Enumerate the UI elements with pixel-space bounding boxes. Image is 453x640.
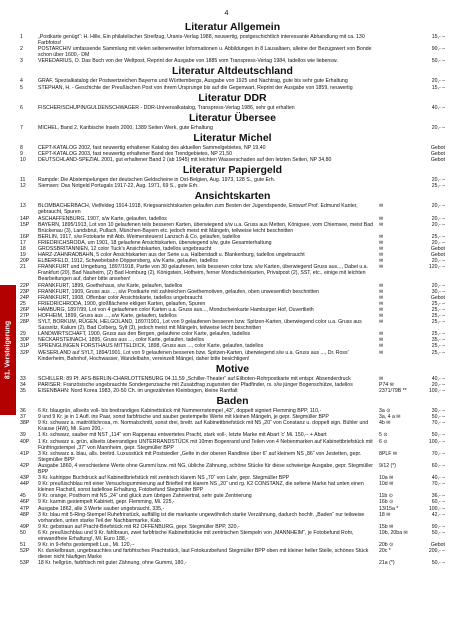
lot-price: Gebot bbox=[430, 245, 445, 252]
lot-catalogue-mark: 21a (*) bbox=[379, 560, 395, 567]
lot-price: 120,- – bbox=[428, 264, 445, 271]
lot-row bbox=[20, 451, 445, 463]
section-title: Baden bbox=[216, 395, 249, 408]
lot-price: 50,- – bbox=[431, 58, 445, 65]
lot-number: 18 bbox=[20, 245, 26, 252]
lot-row bbox=[20, 463, 445, 475]
catalogue-section bbox=[20, 91, 445, 111]
lot-price: 25,- – bbox=[431, 331, 445, 338]
lot-price: 25,- – bbox=[431, 300, 445, 307]
lot-catalogue-mark: 18 ✉ bbox=[379, 511, 391, 518]
lot-description: FRANKFURT, 1908, Offenbar color Ansichtskarte, tadellos ungebraucht bbox=[38, 294, 203, 301]
lot-row bbox=[20, 222, 445, 234]
lot-number: 22P bbox=[20, 282, 30, 289]
lot-catalogue-mark: ✉ bbox=[379, 282, 384, 289]
lot-price: Gebot bbox=[430, 157, 445, 164]
lot-number: 53P bbox=[20, 560, 30, 567]
lot-price: 15,- – bbox=[431, 34, 445, 40]
lot-description: 6 Kr. preußischblau und 9 Kr. fahlbraun, zwei farbfrische Kabinettstücke mit zentrischen Stempeln von „MANNHEIM“, je Fotobefund Rohr, einwandfreie Erhaltung!, Mi. Euro 188,- bbox=[38, 529, 354, 542]
lot-number: 35 bbox=[20, 387, 26, 394]
lot-catalogue-mark: 3a ⊙ bbox=[379, 408, 391, 415]
lot-catalogue-mark: ✉ bbox=[379, 300, 384, 307]
section-title: Literatur Michel bbox=[193, 131, 272, 144]
section-title: Literatur Altdeutschland bbox=[172, 65, 293, 78]
lot-description: Siemsen: Das Notgeld Portugals 1917-22, Aug. 1971, 69 S., gute Erh. bbox=[38, 183, 199, 190]
lot-catalogue-mark: 10a ✉ bbox=[379, 475, 394, 482]
lot-price: Gebot bbox=[430, 150, 445, 157]
lot-number: 41P bbox=[20, 450, 30, 457]
lot-price: 70,- – bbox=[431, 481, 445, 488]
lot-number: 44P bbox=[20, 481, 30, 488]
lot-number: 46P bbox=[20, 499, 30, 506]
lot-number: 24P bbox=[20, 294, 30, 301]
lot-number: 5 bbox=[20, 84, 23, 91]
lot-number: 7 bbox=[20, 124, 23, 131]
lot-catalogue-mark: ✉ bbox=[379, 288, 384, 295]
lot-price: 25,- – bbox=[431, 306, 445, 313]
lot-description: 9 und 9 Kr. je in 1 Aufl. ins Paar, sonst farbfrische und sauber gestempelte Werte mit kleinen Mängeln, je gepr. Stegmüller BPP bbox=[38, 414, 329, 421]
lot-number: 16P bbox=[20, 233, 30, 240]
lot-catalogue-mark: ✉ bbox=[379, 252, 384, 259]
lot-description: FRANKFURT, 1899, Goethehaus, s/w Karte, gelaufen, tadellos bbox=[38, 282, 183, 289]
lot-description: WESERLAND auf SYLT, 1894/1901, Lot von 9 gelaufenen besseren bzw. Spitzen-Karten, überwiegend s/w u.a. Gruss aus ..., Dr. Ross' Kinderheim, Bahnhof, Hochwasser, Wandelbahn, vereinzelt Mängel, daher bitte besichtigen! bbox=[38, 349, 349, 362]
lot-number: 26P bbox=[20, 306, 30, 313]
lot-description: FRANKFURT, 1909, Gruss aus ..., s/w Postkarte mit zahlreichen Goethemotiven, gelaufen, oben unwesentlich beschnitten bbox=[38, 288, 320, 295]
section-title: Motive bbox=[215, 362, 250, 375]
lot-price: 40,- – bbox=[431, 475, 445, 482]
lot-number: 47P bbox=[20, 505, 30, 512]
lot-price: 25,- – bbox=[431, 319, 445, 326]
lot-description: ASCHAFFENBURG, 1907, s/w Karte, gelaufen, tadellos bbox=[38, 215, 167, 222]
section-title: Literatur Papiergeld bbox=[182, 164, 283, 177]
lot-number: 32P bbox=[20, 349, 30, 356]
lot-price: 50,- – bbox=[431, 560, 445, 567]
lot-description: 1 Kr. schwarz, sauber mit NST „114“ von Rappenau entwertetes Pracht, stark voll-, letzte Marke mit Abart 'c' Mi. 150,-- + Abart bbox=[38, 432, 327, 439]
lot-price: 30,- – bbox=[431, 408, 445, 415]
lot-price: 25,- – bbox=[431, 183, 445, 190]
lot-description: 9 Kr. orange, Posthorn mit NS „24“ und glück zum übrigen Zahnvertrat, sehr gute Zentrierung bbox=[38, 493, 252, 500]
lot-number: 20P bbox=[20, 258, 30, 265]
lot-description: EISENBAHN: Nord Korea 1983, 20-50 Ch. im ungezähnten Kleinbogen, kleine Rantfalt bbox=[38, 387, 238, 394]
lot-row bbox=[20, 530, 445, 542]
lot-description: LANDWIRTSCHAFT, 1900, Gruss aus den Bergen, gelaufene color Karte, gelaufen, tadellos bbox=[38, 331, 251, 338]
lot-number: 19 bbox=[20, 252, 26, 259]
lot-catalogue-mark: 10d ✉ bbox=[379, 481, 394, 488]
lot-row bbox=[20, 481, 445, 493]
lot-catalogue-mark: ✉ bbox=[379, 337, 384, 344]
lot-catalogue-mark: ✉ bbox=[379, 203, 384, 210]
lot-description: SPRENGLINGEN FORSTHAUS MITTELDICK, 1898, Gruss aus ..., color Karte, gelaufen, tadellos bbox=[38, 343, 264, 350]
lot-description: 9 Kr. in 9-rfehs gestempelt Lux., Mi. 120,-- bbox=[38, 542, 135, 549]
lot-number: 49P bbox=[20, 523, 30, 530]
catalogue-section bbox=[20, 394, 445, 566]
lot-description: ELBERFELD, 1912, Schwebebahn Döppersberg, s/w Karte, gelaufen, tadellos bbox=[38, 258, 218, 265]
catalogue-content bbox=[20, 20, 445, 566]
lot-row bbox=[20, 34, 445, 46]
lot-number: 25 bbox=[20, 300, 26, 307]
lot-description: STEPHAN, H. - Geschichte der Preußischen Post von ihrem Ursprunge bis auf die Gegenwart, Reprint der Ausgabe von 1859, neuwertig bbox=[38, 84, 353, 91]
lot-description: CEPT-KATALOG 2002, fast neuwertig erhaltener Katalog des aktuellen Sammelgebietes, NP 19,40 bbox=[38, 144, 266, 151]
lot-catalogue-mark: ✉ bbox=[379, 294, 384, 301]
lot-catalogue-mark: 8PLF ✉ bbox=[379, 450, 398, 457]
lot-number: 13 bbox=[20, 203, 26, 210]
page-number: 4 bbox=[224, 10, 229, 17]
lot-number: 28P bbox=[20, 319, 30, 326]
lot-description: CEPT-KATALOG 2003, fast neuwertig erhaltener Band des Trendgebietes, NP 21,50 bbox=[38, 150, 233, 157]
lot-catalogue-mark: ✉ bbox=[379, 349, 384, 356]
lot-description: Rampde: Die Abstempelungen der deutschen Geldscheine in Ost-Belgien, Aug. 1973, 128 S., gute Erh. bbox=[38, 177, 276, 184]
lot-catalogue-mark: ✉ bbox=[379, 258, 384, 265]
lot-description: GRAF, Spezialkatalog der Postwertzeichen Bayerns und Württembergs, Ausgabe von 1925 und Nachtrag, gute bis sehr gute Erhaltung bbox=[38, 78, 348, 85]
lot-number: 14P bbox=[20, 215, 30, 222]
lot-catalogue-mark: ✉ bbox=[379, 215, 384, 222]
lot-price: 20,- – bbox=[431, 258, 445, 265]
lot-price: 20,- – bbox=[431, 282, 445, 289]
lot-catalogue-mark: 13/15a * bbox=[379, 505, 399, 512]
lot-number: 51 bbox=[20, 542, 26, 549]
lot-price: 60,- – bbox=[431, 462, 445, 469]
lot-catalogue-mark: 19b, 20ba ✉ bbox=[379, 529, 408, 536]
catalogue-section bbox=[20, 189, 445, 361]
lot-price: Gebot bbox=[430, 252, 445, 259]
lot-price: 90,- – bbox=[431, 523, 445, 530]
lot-catalogue-mark: ✉ bbox=[379, 233, 384, 240]
lot-catalogue-mark: 4b ✉ bbox=[379, 420, 391, 427]
catalogue-section bbox=[20, 64, 445, 90]
section-title: Literatur Übersee bbox=[189, 111, 276, 124]
lot-catalogue-mark: 5 ⊙ bbox=[379, 432, 388, 439]
lot-price: 50,- – bbox=[431, 529, 445, 536]
lot-description: POSTARCHIV umfassende Sammlung mit vielen seltenerweiter Informationen u. Abbildungen in 8 Lausaltaen, alleine der Bezugswert von Bonde schon über 1600,- DM bbox=[38, 46, 372, 59]
lot-catalogue-mark: 20c * bbox=[379, 548, 391, 555]
lot-description: SYLT, BORKUM, RÜGEN, HELGOLAND, 1897/1901, Lot von 9 gelaufenen besseren bzw. Spitzen-Karten, überwiegend color u.a. Gruss aus Sassnitz, Kalium (2), Bad Colberg, Sylt (3), jedoch meist mit Mängeln, teilweise leicht beschnitten bbox=[38, 319, 362, 332]
lot-number: 40P bbox=[20, 438, 30, 445]
lot-price: 90,- – bbox=[431, 46, 445, 53]
lot-description: 9 Kr. schwarz a. mattrötlichrosa, m. Normalschnitt, sonst drei, breitr. auf Kabinettbriefstück mit N5 „20“ von Constanz u. doppelt sign. Bühler und Krause (HW), Mi. Euro 200,- bbox=[38, 420, 369, 433]
lot-price: 100,- – bbox=[428, 387, 445, 394]
lot-number: 23P bbox=[20, 288, 30, 295]
lot-description: HOFHEIM, 1899, Gruss aus ..., s/w Karte, gelaufen, tadellos bbox=[38, 313, 177, 319]
lot-catalogue-mark: 16b ⊙ bbox=[379, 499, 394, 506]
lot-description: 1 Kr. schwarz a. grün, allseits überrandiges UNTERRANDSTÜCK mit 10mm Bogenrand und Teilen von 4 Nebenmarken auf Kabinettbriefstück mit Fünfringstempel „37“ von Mannheim, gepr. Stegmüller BPP bbox=[38, 438, 373, 451]
lot-catalogue-mark: 11b ⊙ bbox=[379, 493, 394, 500]
lot-description: VEREDARIUS, O. Das Buch von der Weltpost, Reprint der Ausgabe von 1885 vom Transpress-Verlag 1984, tadellos wie liebensw. bbox=[38, 58, 338, 65]
lot-number: 31P bbox=[20, 343, 30, 350]
side-tab-label: 81. Versteigerung bbox=[4, 320, 12, 380]
lot-catalogue-mark: ✉ bbox=[379, 245, 384, 252]
lot-description: SCHILLER: 89 Pf. AFS-BERLIN-CHARLOTTENBURG 04.11.59 „Schiller-Theater“ auf Eilboten-Rohrpostkarte mit entspr. Absenderdruck bbox=[38, 375, 351, 382]
lot-description: 3 Kr. kahlrippe Buchdruck auf Kabinettbriefstück mit zentrisch klarem NS „70“ von Lahr, gepr. Stegmüller BPP bbox=[38, 475, 290, 482]
lot-price: 200,- – bbox=[428, 548, 445, 555]
catalogue-section bbox=[20, 20, 445, 64]
lot-number: 36 bbox=[20, 408, 26, 415]
lot-price: 25,- – bbox=[431, 349, 445, 356]
lot-number: 8 bbox=[20, 144, 23, 151]
lot-catalogue-mark: P74 ✉ bbox=[379, 381, 395, 388]
lot-catalogue-mark: ✉ bbox=[379, 319, 384, 326]
lot-number: 6 bbox=[20, 104, 23, 111]
lot-catalogue-mark: ✉ bbox=[379, 239, 384, 246]
lot-row bbox=[20, 548, 445, 560]
lot-number: 45 bbox=[20, 493, 26, 500]
lot-price: 20,- – bbox=[431, 381, 445, 388]
lot-description: FRIEDRICHRODA, 1900, gloßflächene ekligen Karten, gelaufen, Spuren bbox=[38, 300, 206, 307]
lot-description: NECKARSTEINACH, 1895, Gruss aus ..., color Karte, gelaufen, tadellos bbox=[38, 337, 205, 344]
lot-number: 15P bbox=[20, 221, 30, 228]
lot-catalogue-mark: 2371/79B ** bbox=[379, 387, 407, 394]
catalogue-section bbox=[20, 111, 445, 131]
lot-row bbox=[20, 512, 445, 524]
lot-price: 20,- – bbox=[431, 124, 445, 131]
lot-number: 4 bbox=[20, 78, 23, 85]
lot-description: BAYERN, 1895/1913, Lot von 10 gelaufenen teils besseren Karten, überwiegend s/w u.a. Gruss aus Metten, Königsee, vom Chiemsee, meist Bad Brückenau (3), Landsbrut, Pullach, München-Bayern etc. jedoch meist mit Mängeln, teilweise leicht beschnitten bbox=[38, 221, 373, 234]
lot-catalogue-mark: 6 ⊙ bbox=[379, 438, 388, 445]
lot-description: 6 Kr. blaugrün, allseits voll- bis breitrandiges Kabinettstück mit Nummernstempel „43“, doppelt signiert Flemming BPP, 110,- bbox=[38, 408, 322, 415]
lot-catalogue-mark: ✉ bbox=[379, 375, 384, 382]
section-title: Literatur Allgemein bbox=[184, 21, 281, 33]
lot-description: MICHEL, Band 2, Karibische Inseln 2000, 1389 Seiten Werk, gute Erhaltung bbox=[38, 124, 213, 131]
lot-description: 18 Kr. hellgrün, farbfrisch mit guter Zähnung, ohne Gummi, 180,- bbox=[38, 560, 187, 567]
lot-price: 30,- – bbox=[431, 288, 445, 295]
lot-catalogue-mark: ✉ bbox=[379, 264, 384, 271]
lot-price: 15,- – bbox=[431, 84, 445, 91]
side-tab bbox=[0, 285, 16, 415]
lot-price: Gebot bbox=[430, 542, 445, 549]
lot-description: 3 Kr. schwarz a. blau, alls. breitrd. Luxusstück mit Postsiedler „Gelte in der oberen Randlinie über 6“ auf kleinem NS „86“ von Jestetten, gepr. Stegmüller BPP bbox=[38, 450, 362, 463]
lot-price: 40,- – bbox=[431, 375, 445, 382]
lot-row bbox=[20, 264, 445, 282]
lot-catalogue-mark: ✉ bbox=[379, 331, 384, 338]
lot-price: 100,- – bbox=[428, 505, 445, 512]
lot-description: BERLIN, 1917, s/w Fotokarte mit Abb. Weimersteuerst Lanzsch & Co, gelaufen, tadellos bbox=[38, 233, 241, 240]
lot-price: 100,- – bbox=[428, 438, 445, 445]
lot-number: 43P bbox=[20, 475, 30, 482]
lot-description: 9 Kr. karmin gestempelt Kabinett, gepr. Flemming, Mi. 225,- bbox=[38, 499, 175, 506]
lot-description: BLOMBACHERBACH, Vielfeldeg 1914-1918, Kriegsansichtskarten gelaufen zum Besten der Jugendspende, Entwurf Prof. Edmund Kanter, gebraucht, Spuren bbox=[38, 203, 358, 216]
lot-description: FRANKFURT und Umgebung, 1897/1918, Partie von 30 gelaufenen, teils besseren color bzw. s/w Karten, überwiegend Gruss aus..., Dabei u.a. Frankfurt (20), Bad Nauheim, (2) Bad Homburg (2), Königstein, Hofheim, ferner Mondscheinkarten, Privatpost (2), SST, etc., einige mit leichten Bearbeitungen auf, daher bitte ansehen! bbox=[38, 264, 368, 283]
lot-row bbox=[20, 203, 445, 215]
lot-description: HAMBURG, 1897/99, Lot von 4 gelaufenen color Karten u.a. Gruss aus..., Mondscheinkarte Hamburger Hof, Ouvertlieth bbox=[38, 306, 314, 313]
lot-row bbox=[20, 560, 445, 566]
lot-description: HARZ-ZAHNRADBAHN, 5 color Ansichtskarten aus der Serie u.a. Halberstadt u. Blankenburg, tadellos ungebraucht bbox=[38, 252, 305, 259]
lot-number: 17 bbox=[20, 239, 26, 246]
lot-row bbox=[20, 350, 445, 362]
lot-number: 38P bbox=[20, 420, 30, 427]
lot-number: 27P bbox=[20, 313, 30, 319]
lot-catalogue-mark: 20b ⊙ bbox=[379, 542, 394, 549]
lot-price: 25,- – bbox=[431, 313, 445, 319]
lot-catalogue-mark: 9/12 (*) bbox=[379, 462, 397, 469]
lot-price: 50,- – bbox=[431, 414, 445, 421]
lot-description: Kr. dunkelbraun, ungebrauchtes und farbfrisches Prachtstück, laut Fotokurzbefund Stegmüller BPP oben mit kleiner heller Stelle, schönes Stück dieser nicht häufigen Marke bbox=[38, 548, 369, 561]
lot-number: 42P bbox=[20, 462, 30, 469]
lot-price: 35,- – bbox=[431, 337, 445, 344]
lot-number: 2 bbox=[20, 46, 23, 53]
lot-number: 50 bbox=[20, 529, 26, 536]
catalogue-section bbox=[20, 362, 445, 394]
lot-price: 42,- – bbox=[431, 511, 445, 518]
lot-catalogue-mark: ✉ bbox=[379, 306, 384, 313]
lot-row bbox=[20, 439, 445, 451]
lot-price: 20,- – bbox=[431, 215, 445, 222]
lot-price: 25,- – bbox=[431, 343, 445, 350]
lot-number: 33 bbox=[20, 375, 26, 382]
lot-price: 20,- – bbox=[431, 221, 445, 228]
lot-catalogue-mark: ✉ bbox=[379, 343, 384, 350]
lot-description: Ausgabe 1860, 4 verschiedene Werte ohne Gummi bzw. mit NG, übliche Zähnung, schöne Stücke für diese schwierige Ausgabe, gepr. Stegmüller BPP bbox=[38, 462, 373, 475]
lot-price: 20,- – bbox=[431, 239, 445, 246]
lot-price: 36,- – bbox=[431, 493, 445, 500]
lot-price: 25,- – bbox=[431, 233, 445, 240]
lot-number: 3 bbox=[20, 58, 23, 65]
catalogue-section bbox=[20, 131, 445, 163]
lot-description: „Postkarte genügt“: H. Hille, Ein philatelischer Streifzug, Uranis-Verlag 1988, neuwertig, postgeschichtlich interessante Abhandlung mit ca. 130 Farbfotos! bbox=[38, 34, 365, 47]
lot-number: 30P bbox=[20, 337, 30, 344]
lot-price: 50,- – bbox=[431, 432, 445, 439]
lot-catalogue-mark: 3a, 4 a ✉ bbox=[379, 414, 401, 421]
lot-description: FRIEDRICHSRODA, um 1901, 18 gelaufene Ansichtskarten, überwiegend s/w, gute Gesamterhaltung bbox=[38, 239, 272, 246]
lot-description: PARISER: Französische ungebrauchte Sondergenzsache mit Zusatzfrag zugunsten der Pfadfinder, rs. s/w jünger Bogenschütze, tadellos bbox=[38, 381, 353, 388]
lot-row bbox=[20, 388, 445, 394]
lot-number: 52P bbox=[20, 548, 30, 555]
lot-price: 70,- – bbox=[431, 450, 445, 457]
section-title: Literatur DDR bbox=[198, 91, 267, 104]
section-title: Ansichtskarten bbox=[194, 190, 271, 203]
lot-description: Ausgabe 1862, alle 3 Werte sauber ungebraucht, 335,- bbox=[38, 505, 165, 512]
lot-catalogue-mark: 15b ✉ bbox=[379, 523, 394, 530]
lot-price: 70,- – bbox=[431, 420, 445, 427]
lot-description: DEUTSCHLAND-SPEZIAL 2001, gut erhaltener Band 2 (ab 1945) mit leichten Wasserschaden auf den letzten Seiten, NP 34,80 bbox=[38, 157, 332, 164]
lot-number: 34 bbox=[20, 381, 26, 388]
lot-number: 21 bbox=[20, 264, 26, 271]
lot-row bbox=[20, 46, 445, 58]
lot-number: 10 bbox=[20, 157, 26, 164]
lot-number: 48P bbox=[20, 511, 30, 518]
catalogue-section bbox=[20, 163, 445, 189]
lot-number: 29 bbox=[20, 331, 26, 338]
lot-description: 3 Kr. blau mit 5-Ring-Stempel Ruhefrinstück, auffällig ist die markante ungewöhnlich starke Verzähnung, dadurch hochfr. „Baden“ nur teilweise vorhanden, unten starke Teil der Nachbarmarke, Kab. bbox=[38, 511, 365, 524]
lot-catalogue-mark: ✉ bbox=[379, 221, 384, 228]
lot-price: 40,- – bbox=[431, 104, 445, 111]
lot-number: 1 bbox=[20, 34, 23, 40]
lot-description: 9 Kr. preußischblau mit einer Versuchsgummierung auf Briefteil mit klarem NS „20“ und rg. K2 CONSTANZ, die seltene Marke hat unten einen kleinen Flachstil, sonst tadellose Erhaltung, Fotobefund Stegmüller BPP bbox=[38, 481, 364, 494]
lot-number: 9 bbox=[20, 150, 23, 157]
lot-price: Gebot bbox=[430, 144, 445, 151]
lot-number: 37 bbox=[20, 414, 26, 421]
lot-price: 20,- – bbox=[431, 78, 445, 85]
lot-description: 9 Kr. gebstraun auf Pracht-Briefstück mit R2 OFFENBURG, gepr. Stegmüller BPP, 320,- bbox=[38, 523, 240, 530]
lot-row bbox=[20, 319, 445, 331]
lot-price: 20,- – bbox=[431, 177, 445, 184]
lot-description: FISCHER/SCHUPIN/GULDENSCHWAGER - DDR-Universalkatalog, Transpress-Verlag 1986, sehr gut erhalten bbox=[38, 104, 295, 111]
lot-price: Gebot bbox=[430, 294, 445, 301]
lot-number: 39 bbox=[20, 432, 26, 439]
lot-price: 60,- – bbox=[431, 499, 445, 506]
lot-number: 12 bbox=[20, 183, 26, 190]
lot-price: 20,- – bbox=[431, 203, 445, 210]
lot-number: 11 bbox=[20, 177, 26, 184]
lot-description: GROSSBRITANNIEN, 12 color Tuck's Ansichtskarten, tadellos ungebraucht bbox=[38, 245, 212, 252]
lot-row bbox=[20, 420, 445, 432]
lot-catalogue-mark: ✉ bbox=[379, 313, 384, 319]
